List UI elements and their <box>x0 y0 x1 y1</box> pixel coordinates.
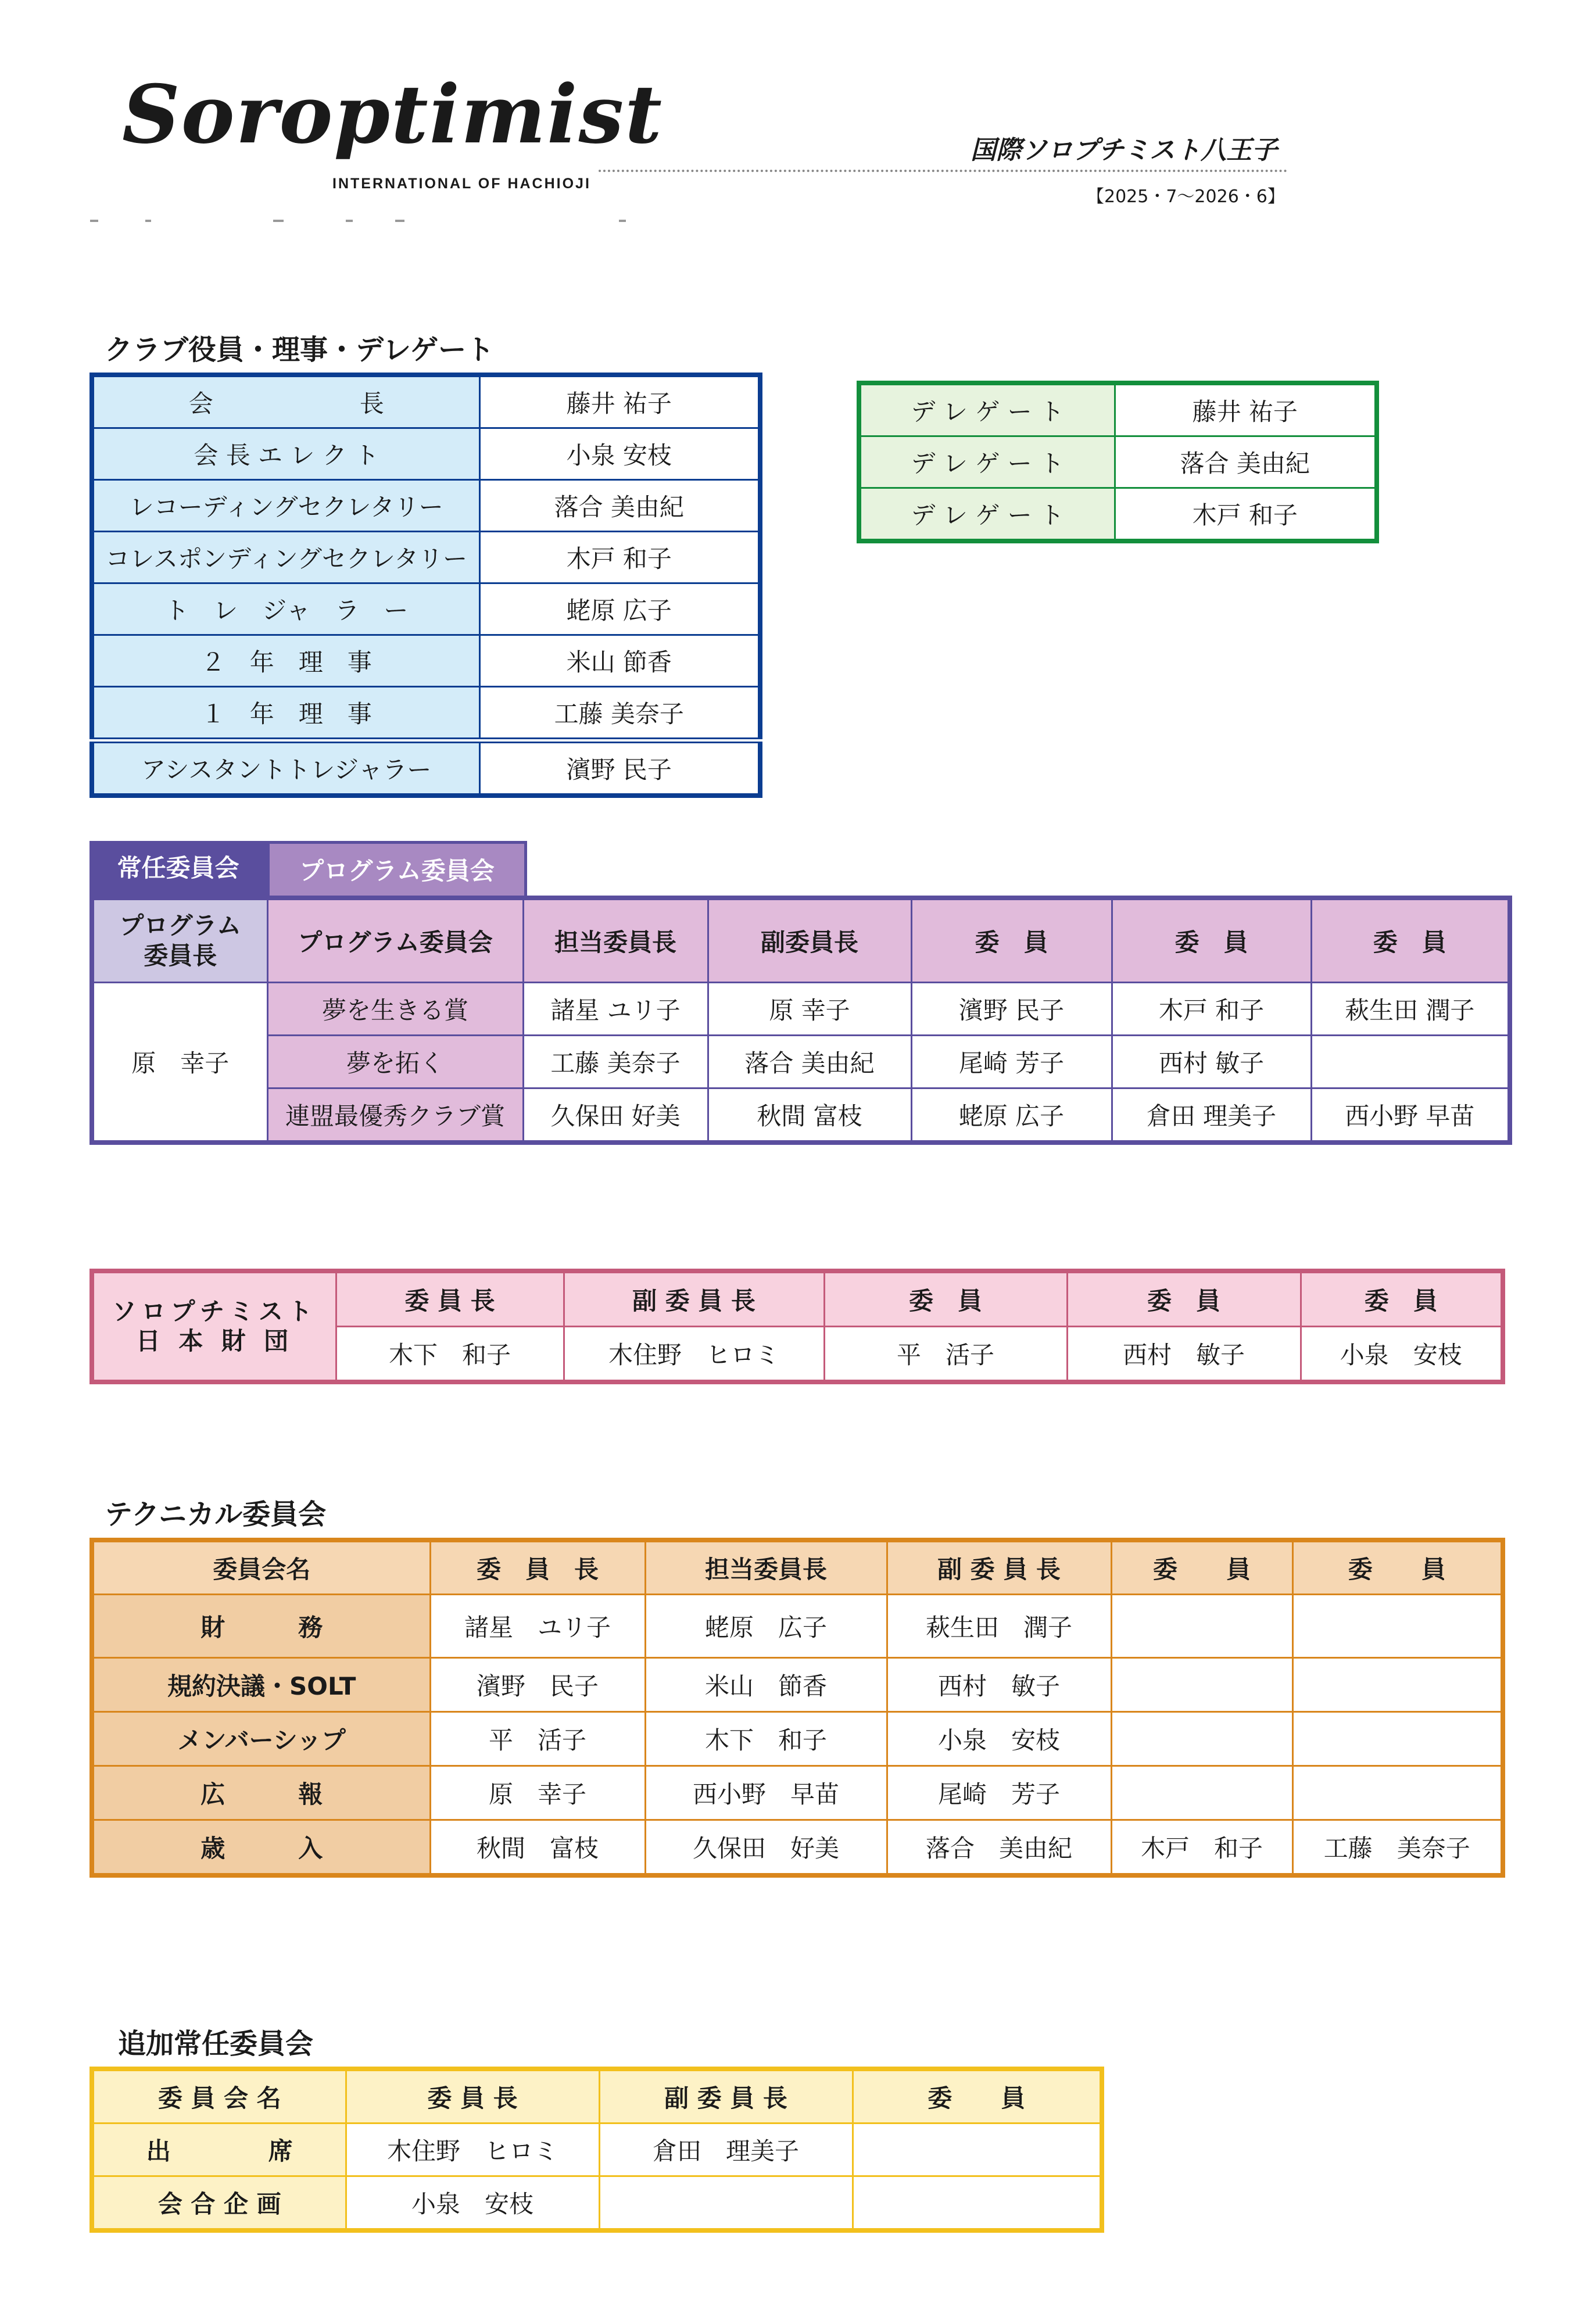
header-row <box>92 1540 1503 1595</box>
column-header: 委員会名 <box>92 1540 430 1595</box>
name-cell: 落合 美由紀 <box>479 480 760 532</box>
member-cell: 小泉 安枝 <box>887 1712 1111 1766</box>
delegates-table <box>857 381 1379 543</box>
table-row <box>92 583 760 635</box>
member-cell <box>1111 1595 1292 1658</box>
name-cell: 濱野 民子 <box>479 740 760 796</box>
table-row <box>92 1766 1503 1820</box>
column-header: 副委員長 <box>708 898 911 983</box>
member-cell: 秋間 富枝 <box>430 1820 645 1876</box>
member-cell: 平 活子 <box>824 1327 1067 1383</box>
member-cell: 倉田 理美子 <box>1112 1088 1311 1143</box>
member-cell: 西村 敏子 <box>1067 1327 1301 1383</box>
foundation-label-line2: 日 本 財 団 <box>135 1326 293 1355</box>
member-cell: 諸星 ユリ子 <box>523 983 708 1036</box>
header-divider <box>599 170 1287 172</box>
member-cell: 木戸 和子 <box>1111 1820 1292 1876</box>
member-cell <box>1111 1766 1292 1820</box>
member-cell: 平 活子 <box>430 1712 645 1766</box>
member-cell <box>853 2176 1102 2231</box>
column-header: 担当委員長 <box>523 898 708 983</box>
member-cell: 西小野 早苗 <box>1311 1088 1510 1143</box>
column-header: 委 員 長 <box>430 1540 645 1595</box>
member-cell: 落合 美由紀 <box>708 1036 911 1088</box>
column-header: 委 員 長 <box>346 2069 599 2124</box>
column-header: 委 員 <box>1292 1540 1503 1595</box>
program-chair-name: 原 幸子 <box>92 983 267 1143</box>
role-cell: 会 長 <box>92 375 479 428</box>
member-cell <box>1292 1595 1503 1658</box>
member-cell: 尾崎 芳子 <box>911 1036 1112 1088</box>
member-cell: 久保田 好美 <box>645 1820 887 1876</box>
member-cell: 秋間 富枝 <box>708 1088 911 1143</box>
member-cell: 西村 敏子 <box>1112 1036 1311 1088</box>
name-cell: 木戸 和子 <box>1115 488 1377 542</box>
member-cell: 諸星 ユリ子 <box>430 1595 645 1658</box>
header-speck <box>90 220 98 222</box>
name-cell: 小泉 安枝 <box>479 428 760 480</box>
header-speck <box>346 220 353 222</box>
table-row <box>92 1712 1503 1766</box>
header-speck <box>145 220 151 222</box>
member-cell: 小泉 安枝 <box>346 2176 599 2231</box>
header-row <box>92 898 1510 983</box>
table-row <box>92 983 1510 1036</box>
member-cell <box>599 2176 853 2231</box>
logo-subtitle: INTERNATIONAL OF HACHIOJI <box>332 176 591 192</box>
column-header: 副 委 員 長 <box>564 1271 824 1327</box>
committee-name: 出 席 <box>92 2124 346 2176</box>
technical-committee-table <box>89 1538 1505 1878</box>
column-header: 委 員 会 名 <box>92 2069 346 2124</box>
role-cell: アシスタントトレジャラー <box>92 740 479 796</box>
member-cell <box>1311 1036 1510 1088</box>
table-row <box>92 1658 1503 1712</box>
member-cell: 蛯原 広子 <box>645 1595 887 1658</box>
column-header: 委 員 <box>1311 898 1510 983</box>
table-row <box>92 480 760 532</box>
header-row <box>92 2069 1102 2124</box>
member-cell: 木下 和子 <box>336 1327 564 1383</box>
member-cell: 蛯原 広子 <box>911 1088 1112 1143</box>
table-row <box>92 1088 1510 1143</box>
member-cell: 米山 節香 <box>645 1658 887 1712</box>
table-row <box>92 1595 1503 1658</box>
table-row <box>859 488 1377 542</box>
column-header: プログラム委員会 <box>267 898 523 983</box>
role-cell: レコーディングセクレタリー <box>92 480 479 532</box>
table-row <box>92 635 760 687</box>
column-header: 副 委 員 長 <box>599 2069 853 2124</box>
column-header: 委 員 <box>1112 898 1311 983</box>
member-cell: 原 幸子 <box>708 983 911 1036</box>
member-cell <box>1292 1712 1503 1766</box>
member-cell: 木住野 ヒロミ <box>346 2124 599 2176</box>
member-cell: 西村 敏子 <box>887 1658 1111 1712</box>
program-name: 夢を生きる賞 <box>267 983 523 1036</box>
member-cell: 木下 和子 <box>645 1712 887 1766</box>
role-cell: １ 年 理 事 <box>92 687 479 741</box>
table-row <box>92 2124 1102 2176</box>
role-cell: ト レ ジャ ラ ー <box>92 583 479 635</box>
member-cell <box>1292 1766 1503 1820</box>
name-cell: 蛯原 広子 <box>479 583 760 635</box>
header-row <box>92 1271 1503 1327</box>
column-header: 委 員 <box>853 2069 1102 2124</box>
additional-committee-table <box>89 2067 1104 2233</box>
member-cell: 萩生田 潤子 <box>1311 983 1510 1036</box>
table-row <box>92 740 760 796</box>
name-cell: 木戸 和子 <box>479 532 760 583</box>
committee-name: メンバーシップ <box>92 1712 430 1766</box>
program-name: 夢を拓く <box>267 1036 523 1088</box>
name-cell: 落合 美由紀 <box>1115 436 1377 488</box>
additional-title: 追加常任委員会 <box>118 2028 314 2060</box>
term-period: 【2025・7～2026・6】 <box>1087 187 1285 207</box>
table-row <box>92 2176 1102 2231</box>
role-cell: デ レ ゲ ー ト <box>859 488 1115 542</box>
committee-name: 財 務 <box>92 1595 430 1658</box>
member-cell: 木住野 ヒロミ <box>564 1327 824 1383</box>
officers-title: クラブ役員・理事・デレゲート <box>105 334 495 366</box>
header-speck <box>273 220 284 222</box>
column-header: 委 員 <box>911 898 1112 983</box>
committee-name: 会 合 企 画 <box>92 2176 346 2231</box>
table-row <box>859 436 1377 488</box>
member-cell: 濱野 民子 <box>911 983 1112 1036</box>
logo-script: Soroptimist <box>122 67 663 162</box>
foundation-label <box>92 1271 336 1382</box>
program-chair-header-line1: プログラム <box>119 911 242 940</box>
table-row <box>92 687 760 741</box>
role-cell: デ レ ゲ ー ト <box>859 436 1115 488</box>
column-header: 副 委 員 長 <box>887 1540 1111 1595</box>
program-committee-table <box>89 896 1512 1145</box>
technical-title: テクニカル委員会 <box>105 1498 327 1531</box>
member-cell: 工藤 美奈子 <box>1292 1820 1503 1876</box>
tab-program-committee: プログラム委員会 <box>267 841 527 896</box>
member-cell: 久保田 好美 <box>523 1088 708 1143</box>
tab-standing-committee: 常任委員会 <box>89 841 267 896</box>
organization-name: 国際ソロプチミスト八王子 <box>971 135 1277 165</box>
member-cell: 木戸 和子 <box>1112 983 1311 1036</box>
member-cell <box>853 2124 1102 2176</box>
program-chair-header-line2: 委員長 <box>144 941 217 970</box>
officers-table <box>89 373 762 798</box>
member-cell <box>1111 1658 1292 1712</box>
name-cell: 藤井 祐子 <box>1115 383 1377 436</box>
member-cell: 萩生田 潤子 <box>887 1595 1111 1658</box>
member-cell: 小泉 安枝 <box>1301 1327 1503 1383</box>
member-cell: 尾崎 芳子 <box>887 1766 1111 1820</box>
header-speck <box>619 220 626 222</box>
member-cell: 原 幸子 <box>430 1766 645 1820</box>
member-cell: 落合 美由紀 <box>887 1820 1111 1876</box>
table-row <box>859 383 1377 436</box>
member-cell: 倉田 理美子 <box>599 2124 853 2176</box>
foundation-table <box>89 1269 1505 1384</box>
role-cell: 会 長 エ レ ク ト <box>92 428 479 480</box>
member-cell <box>1111 1712 1292 1766</box>
column-header: 委 員 <box>1067 1271 1301 1327</box>
table-row <box>92 1820 1503 1876</box>
column-header: 委 員 長 <box>336 1271 564 1327</box>
header-speck <box>395 220 404 222</box>
foundation-label-line1: ソロプチミスト <box>112 1297 317 1326</box>
member-cell: 濱野 民子 <box>430 1658 645 1712</box>
table-row <box>92 532 760 583</box>
committee-name: 広 報 <box>92 1766 430 1820</box>
committee-name: 規約決議・SOLT <box>92 1658 430 1712</box>
role-cell: コレスポンディングセクレタリー <box>92 532 479 583</box>
name-cell: 藤井 祐子 <box>479 375 760 428</box>
name-cell: 工藤 美奈子 <box>479 687 760 741</box>
column-header: 委 員 <box>824 1271 1067 1327</box>
role-cell: ２ 年 理 事 <box>92 635 479 687</box>
table-row <box>92 1036 1510 1088</box>
table-row <box>92 428 760 480</box>
table-row <box>92 375 760 428</box>
member-cell <box>1292 1658 1503 1712</box>
column-header: 担当委員長 <box>645 1540 887 1595</box>
member-cell: 工藤 美奈子 <box>523 1036 708 1088</box>
role-cell: デ レ ゲ ー ト <box>859 383 1115 436</box>
name-cell: 米山 節香 <box>479 635 760 687</box>
column-header: 委 員 <box>1301 1271 1503 1327</box>
member-cell: 西小野 早苗 <box>645 1766 887 1820</box>
program-chair-header <box>92 898 267 983</box>
committee-name: 歳 入 <box>92 1820 430 1876</box>
program-name: 連盟最優秀クラブ賞 <box>267 1088 523 1143</box>
column-header: 委 員 <box>1111 1540 1292 1595</box>
